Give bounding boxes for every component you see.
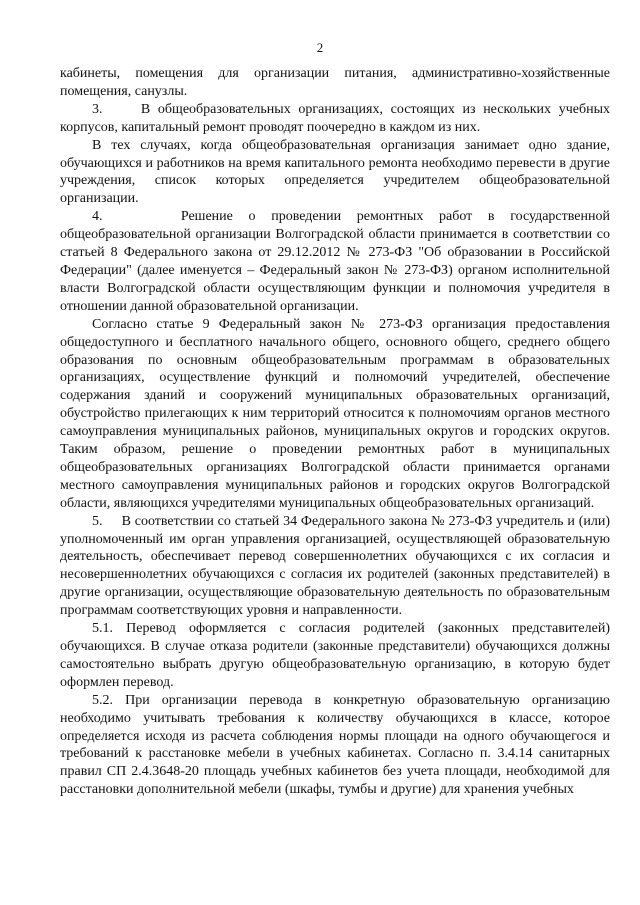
- document-body: [60, 65, 610, 799]
- paragraph: 5. В соответствии со статьей 34 Федерального закона № 273-ФЗ учредитель и (или) уполномоченный им орган управления организацией, осуществляющей образовательную деятельность, обеспечивает перевод совершеннолетних обучающихся с их согласия и несовершеннолетних обучающихся с согласия их родителей (законных представителей) в другие организации, осуществляющие образовательную деятельность по образовательным программам соответствующих уровня и направленности.: [60, 513, 610, 619]
- paragraph: Согласно статье 9 Федеральный закон № 273-ФЗ организация предоставления общедоступного и бесплатного начального общего, основного общего, среднего общего образования по основным общеобразовательным программам в образовательных организациях, осуществление функций и полномочий учредителей, обеспечение содержания зданий и сооружений муниципальных образовательных организаций, обустройство прилегающих к ним территорий относится к полномочиям органов местного самоуправления муниципальных районов, муниципальных округов и городских округов. Таким образом, решение о проведении ремонтных работ в муниципальных общеобразовательных организациях Волгоградской области принимается органами местного самоуправления муниципальных районов и городских округов Волгоградской области, являющихся учредителями муниципальных общеобразовательных организаций.: [60, 316, 610, 511]
- paragraph: кабинеты, помещения для организации питания, административно-хозяйственные помещения, санузлы.: [60, 66, 610, 99]
- paragraph: 4. Решение о проведении ремонтных работ в государственной общеобразовательной организации Волгоградской области принимается в соответствии со статьей 8 Федерального закона от 29.12.2012 № 273-ФЗ "Об образовании в Российской Федерации" (далее именуется – Федеральный закон № 273-ФЗ) органом исполнительной власти Волгоградской области осуществляющим функции и полномочия учредителя в отношении данной образовательной организации.: [60, 209, 610, 314]
- paragraph: 3. В общеобразовательных организациях, состоящих из нескольких учебных корпусов, капитальный ремонт проводят поочередно в каждом из них.: [60, 101, 610, 135]
- paragraph: В тех случаях, когда общеобразовательная организация занимает одно здание, обучающихся и работников на время капитального ремонта необходимо перевести в другие учреждения, список которых определяется учредителем общеобразовательной организации.: [60, 137, 610, 207]
- paragraph: 5.2. При организации перевода в конкретную образовательную организацию необходимо учитывать требования к количеству обучающихся в классе, которое определяется исходя из расчета соблюдения нормы площади на одного обучающегося и требований к расстановке мебели в учебных кабинетах. Согласно п. 3.4.14 санитарных правил СП 2.4.3648-20 площадь учебных кабинетов без учета площади, необходимой для расстановки дополнительной мебели (шкафы, тумбы и другие) для хранения учебных: [60, 692, 610, 798]
- page-number: 2: [316, 40, 324, 55]
- paragraph: 5.1. Перевод оформляется с согласия родителей (законных представителей) обучающихся. В случае отказа родители (законные представители) обучающихся должны самостоятельно выбрать другую общеобразовательную организацию, в которую будет оформлен перевод.: [60, 621, 610, 690]
